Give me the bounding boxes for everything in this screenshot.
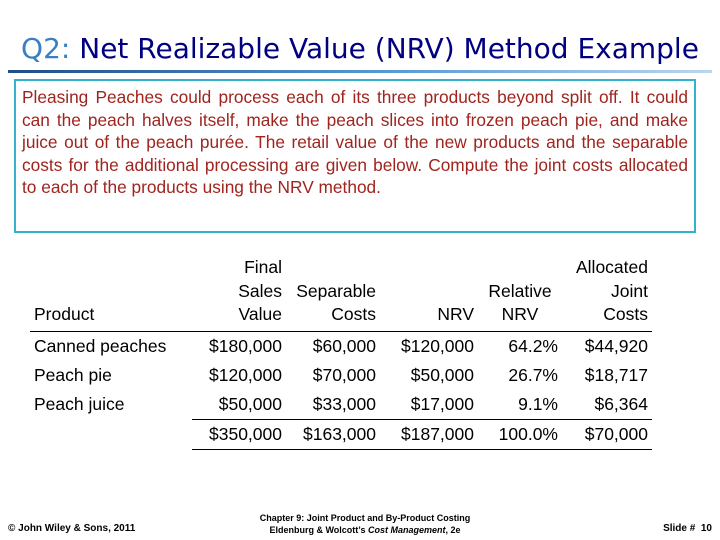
totals-label-cell xyxy=(30,419,192,449)
slide-label: Slide # xyxy=(663,523,696,534)
product-name: Peach juice xyxy=(34,394,125,415)
nrv-allocation-table xyxy=(30,256,652,450)
book-title: Cost Management xyxy=(367,525,446,535)
slide-title xyxy=(0,32,720,65)
separable-costs: $33,000 xyxy=(312,394,376,414)
total-relative-nrv: 100.0% xyxy=(478,419,562,449)
copyright-footer: © John Wiley & Sons, 2011 xyxy=(8,523,136,534)
table-header-row xyxy=(30,256,652,331)
book-citation: Eldenburg & Wolcott’s Cost Management, 2e xyxy=(269,525,461,535)
totals-row xyxy=(30,419,652,449)
nrv-value: $17,000 xyxy=(410,394,474,414)
chapter-title: Chapter 9: Joint Product and By-Product Costing xyxy=(259,513,471,523)
final-sales-value: $50,000 xyxy=(218,394,282,414)
nrv-value: $50,000 xyxy=(410,365,474,385)
problem-statement-box xyxy=(14,79,696,233)
product-name: Peach pie xyxy=(34,365,112,385)
product-name: Canned peaches xyxy=(34,336,167,356)
table-row xyxy=(30,390,652,420)
header-final-sales-value: Final Sales Value xyxy=(192,256,286,331)
final-sales-value: $180,000 xyxy=(209,336,282,356)
relative-nrv: 26.7% xyxy=(508,365,558,385)
slide-number-footer xyxy=(663,523,712,534)
allocated-joint-costs: $18,717 xyxy=(584,365,648,385)
total-separable-costs: $163,000 xyxy=(286,419,380,449)
allocated-joint-costs: $6,364 xyxy=(594,394,648,414)
header-relative-nrv: Relative NRV xyxy=(478,256,562,331)
title-prefix: Q2: xyxy=(21,32,71,65)
problem-statement-text: Pleasing Peaches could process each of its three products beyond split off. It could can the peach halves itself, make the peach slices into frozen peach pie, and make juice out of the peach purée. The retail value of the new products and the separable costs for the additional processing are given below. Compute the joint costs allocated to each of the products using the NRV method. xyxy=(22,87,688,197)
title-divider xyxy=(8,70,712,73)
total-final-sales-value: $350,000 xyxy=(192,419,286,449)
header-separable-costs: Separable Costs xyxy=(286,256,380,331)
title-text: Net Realizable Value (NRV) Method Example xyxy=(79,32,699,65)
header-allocated-joint-costs: Allocated Joint Costs xyxy=(562,256,652,331)
table-row xyxy=(30,331,652,361)
relative-nrv: 9.1% xyxy=(518,394,558,414)
total-allocated-joint-costs: $70,000 xyxy=(562,419,652,449)
allocated-joint-costs: $44,920 xyxy=(584,336,648,356)
table-row xyxy=(30,361,652,390)
header-product: Product xyxy=(30,256,192,331)
nrv-value: $120,000 xyxy=(401,336,474,356)
total-nrv: $187,000 xyxy=(380,419,478,449)
header-nrv: NRV xyxy=(380,256,478,331)
final-sales-value: $120,000 xyxy=(209,365,282,385)
chapter-footer xyxy=(250,512,480,536)
separable-costs: $60,000 xyxy=(312,336,376,356)
slide-number: 10 xyxy=(700,523,712,534)
relative-nrv: 64.2% xyxy=(508,336,558,356)
separable-costs: $70,000 xyxy=(312,365,376,385)
